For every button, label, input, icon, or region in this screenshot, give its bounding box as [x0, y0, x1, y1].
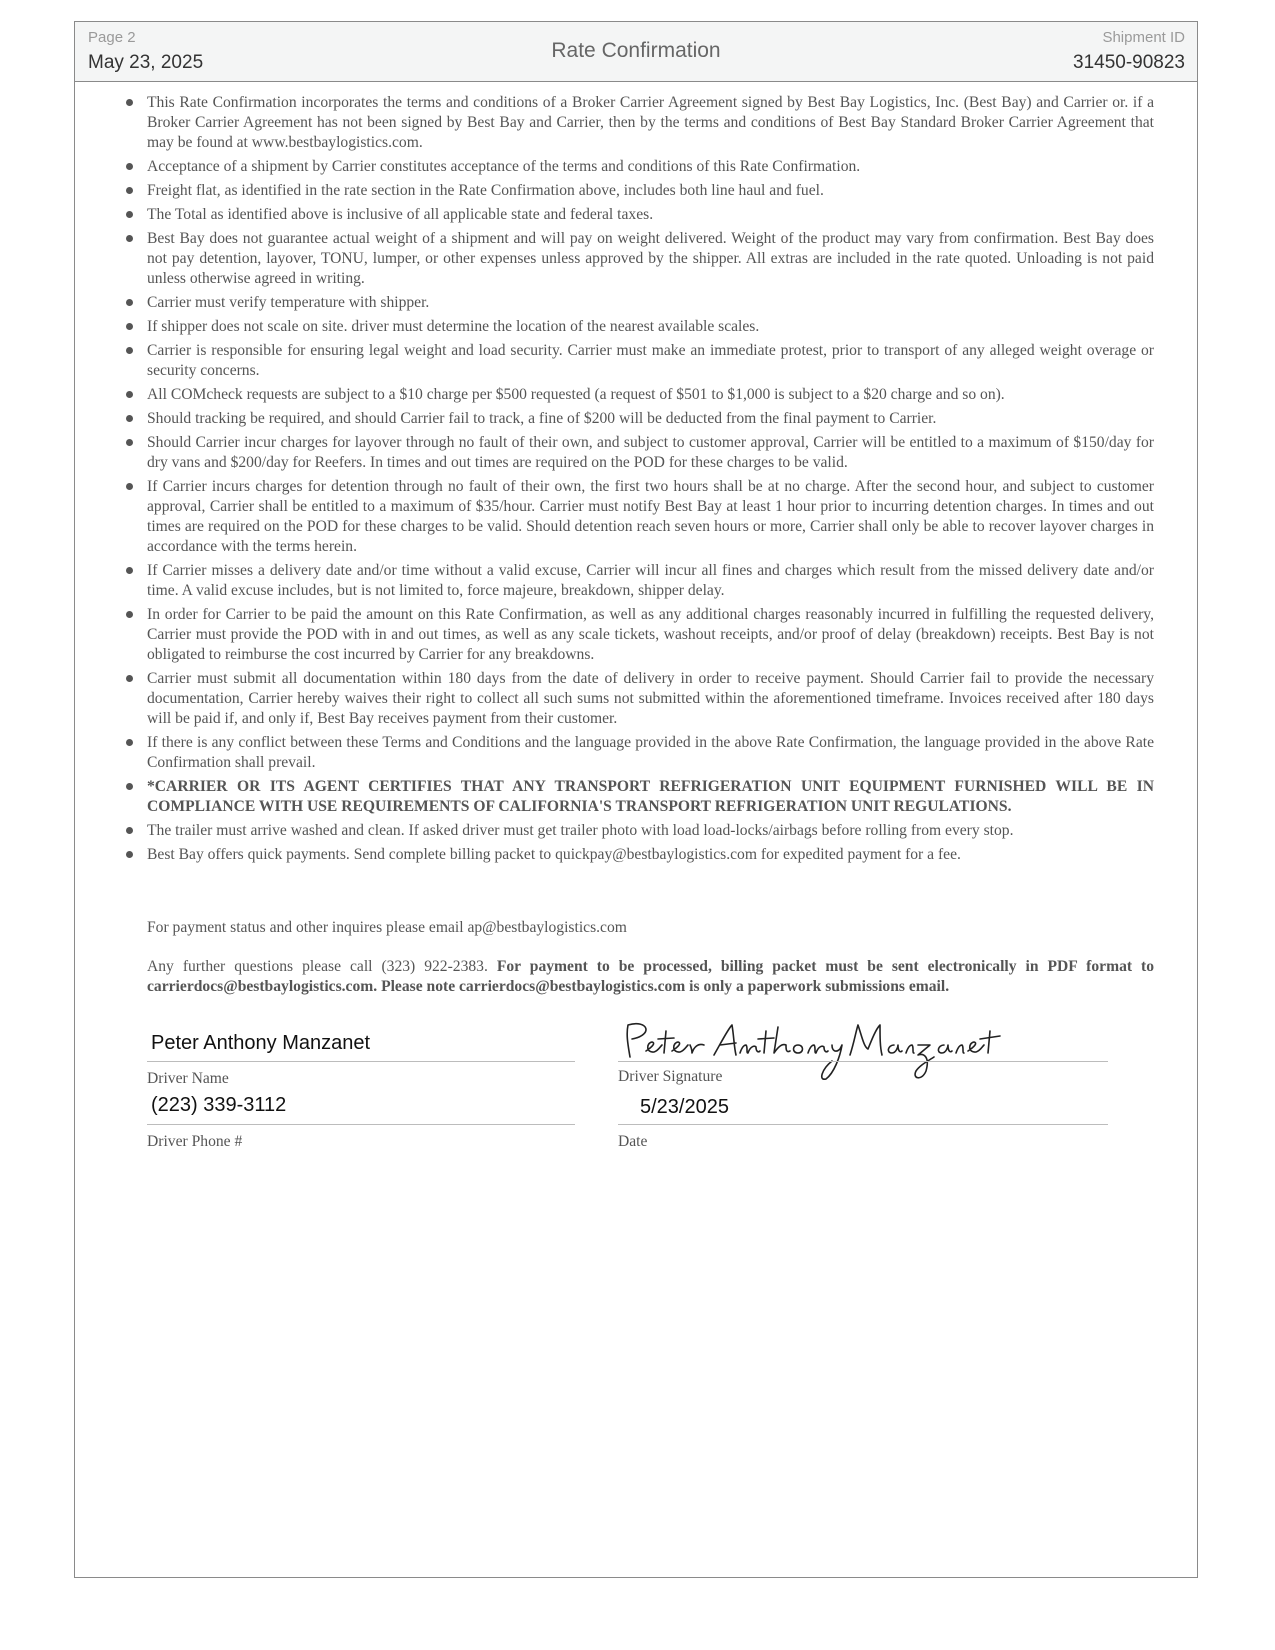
term-item: Carrier must submit all documentation within 180 days from the date of delivery in order to receive payment. Should Carrier fail to provide the necessary documentation, Carrier hereby waives their right to collect all such sums not submitted within the aforementioned timeframe. Invoices received after 180 days will be paid if, and only if, Best Bay receives payment from their customer.	[123, 669, 1154, 729]
document-title: Rate Confirmation	[551, 39, 721, 62]
terms-list	[123, 93, 1154, 869]
driver-name-label: Driver Name	[147, 1070, 229, 1087]
term-item: Best Bay does not guarantee actual weight of a shipment and will pay on weight delivered. Weight of the product may vary from confirmation. Best Bay does not pay detention, layover, TONU, lumper, or other expenses unless approved by the shipper. All extras are included in the rate quoted. Unloading is not paid unless otherwise agreed in writing.	[123, 229, 1154, 289]
term-item: The trailer must arrive washed and clean. If asked driver must get trailer photo with load load-locks/airbags before rolling from every stop.	[123, 821, 1154, 841]
term-item: If there is any conflict between these Terms and Conditions and the language provided in the above Rate Confirmation, the language provided in the above Rate Confirmation shall prevail.	[123, 733, 1154, 773]
term-item: Acceptance of a shipment by Carrier constitutes acceptance of the terms and conditions of this Rate Confirmation.	[123, 157, 1154, 177]
term-item: This Rate Confirmation incorporates the terms and conditions of a Broker Carrier Agreement signed by Best Bay Logistics, Inc. (Best Bay) and Carrier or. if a Broker Carrier Agreement has not been signed by Best Bay and Carrier, then by the terms and conditions of Best Bay Standard Broker Carrier Agreement that may be found at www.bestbaylogistics.com.	[123, 93, 1154, 153]
driver-signature-label: Driver Signature	[618, 1068, 723, 1085]
shipment-id-label: Shipment ID	[1102, 29, 1185, 46]
date-field	[618, 1092, 1138, 1152]
driver-phone-label: Driver Phone #	[147, 1133, 243, 1150]
questions-note	[147, 957, 1154, 997]
term-item: Carrier must verify temperature with shipper.	[123, 293, 1154, 313]
term-item: In order for Carrier to be paid the amount on this Rate Confirmation, as well as any additional charges reasonably incurred in fulfilling the requested delivery, Carrier must provide the POD with in and out times, as well as any scale tickets, washout receipts, and/or proof of delay (breakdown) receipts. Best Bay is not obligated to reimburse the cost incurred by Carrier for any breakdowns.	[123, 605, 1154, 665]
document-page	[74, 21, 1198, 1578]
date-value: 5/23/2025	[640, 1096, 729, 1118]
term-item: Should tracking be required, and should Carrier fail to track, a fine of $200 will be deducted from the final payment to Carrier.	[123, 409, 1154, 429]
page-header	[75, 22, 1197, 82]
term-item: If Carrier incurs charges for detention through no fault of their own, the first two hours shall be at no charge. After the second hour, and subject to customer approval, Carrier shall be entitled to a maximum of $35/hour. Carrier must notify Best Bay at least 1 hour prior to incurring detention charges. In times and out times are required on the POD for these charges to be valid. Should detention reach seven hours or more, Carrier shall only be able to recover layover charges in accordance with the terms herein.	[123, 477, 1154, 557]
page-number: Page 2	[88, 29, 136, 46]
divider	[618, 1061, 1108, 1062]
header-date: May 23, 2025	[88, 52, 204, 73]
driver-phone-value: (223) 339-3112	[151, 1094, 287, 1116]
billing-instructions: For payment to be processed, billing packet must be sent electronically in PDF format to carrierdocs@bestbaylogistics.com. Please note carrierdocs@bestbaylogistics.com is only a paperwork submissions email.	[147, 958, 1155, 995]
shipment-id: 31450-90823	[1073, 52, 1185, 73]
driver-phone-field	[147, 1092, 577, 1152]
divider	[147, 1124, 575, 1125]
term-item: Should Carrier incur charges for layover through no fault of their own, and subject to customer approval, Carrier will be entitled to a maximum of $150/day for dry vans and $200/day for Reefers. In times and out times are required on the POD for these charges to be valid.	[123, 433, 1154, 473]
questions-phone-text: Any further questions please call (323) 922-2383.	[147, 958, 488, 975]
term-item-certification: *CARRIER OR ITS AGENT CERTIFIES THAT ANY TRANSPORT REFRIGERATION UNIT EQUIPMENT FURNISHED WILL BE IN COMPLIANCE WITH USE REQUIREMENTS OF CALIFORNIA'S TRANSPORT REFRIGERATION UNIT REGULATIONS.	[123, 777, 1154, 817]
term-item: If shipper does not scale on site. driver must determine the location of the nearest available scales.	[123, 317, 1154, 337]
term-item: Best Bay offers quick payments. Send complete billing packet to quickpay@bestbaylogistics.com for expedited payment for a fee.	[123, 845, 1154, 865]
term-item: Freight flat, as identified in the rate section in the Rate Confirmation above, includes both line haul and fuel.	[123, 181, 1154, 201]
payment-status-note: For payment status and other inquires please email ap@bestbaylogistics.com	[147, 919, 627, 936]
divider	[618, 1124, 1108, 1125]
term-item: Carrier is responsible for ensuring legal weight and load security. Carrier must make an immediate protest, prior to transport of any alleged weight overage or security concerns.	[123, 341, 1154, 381]
term-item: All COMcheck requests are subject to a $10 charge per $500 requested (a request of $501 to $1,000 is subject to a $20 charge and so on).	[123, 385, 1154, 405]
date-label: Date	[618, 1133, 648, 1150]
term-item: If Carrier misses a delivery date and/or time without a valid excuse, Carrier will incur all fines and charges which result from the missed delivery date and/or time. A valid excuse includes, but is not limited to, force majeure, breakdown, shipper delay.	[123, 561, 1154, 601]
term-item: The Total as identified above is inclusive of all applicable state and federal taxes.	[123, 205, 1154, 225]
divider	[147, 1061, 575, 1062]
driver-name-value: Peter Anthony Manzanet	[151, 1032, 371, 1054]
